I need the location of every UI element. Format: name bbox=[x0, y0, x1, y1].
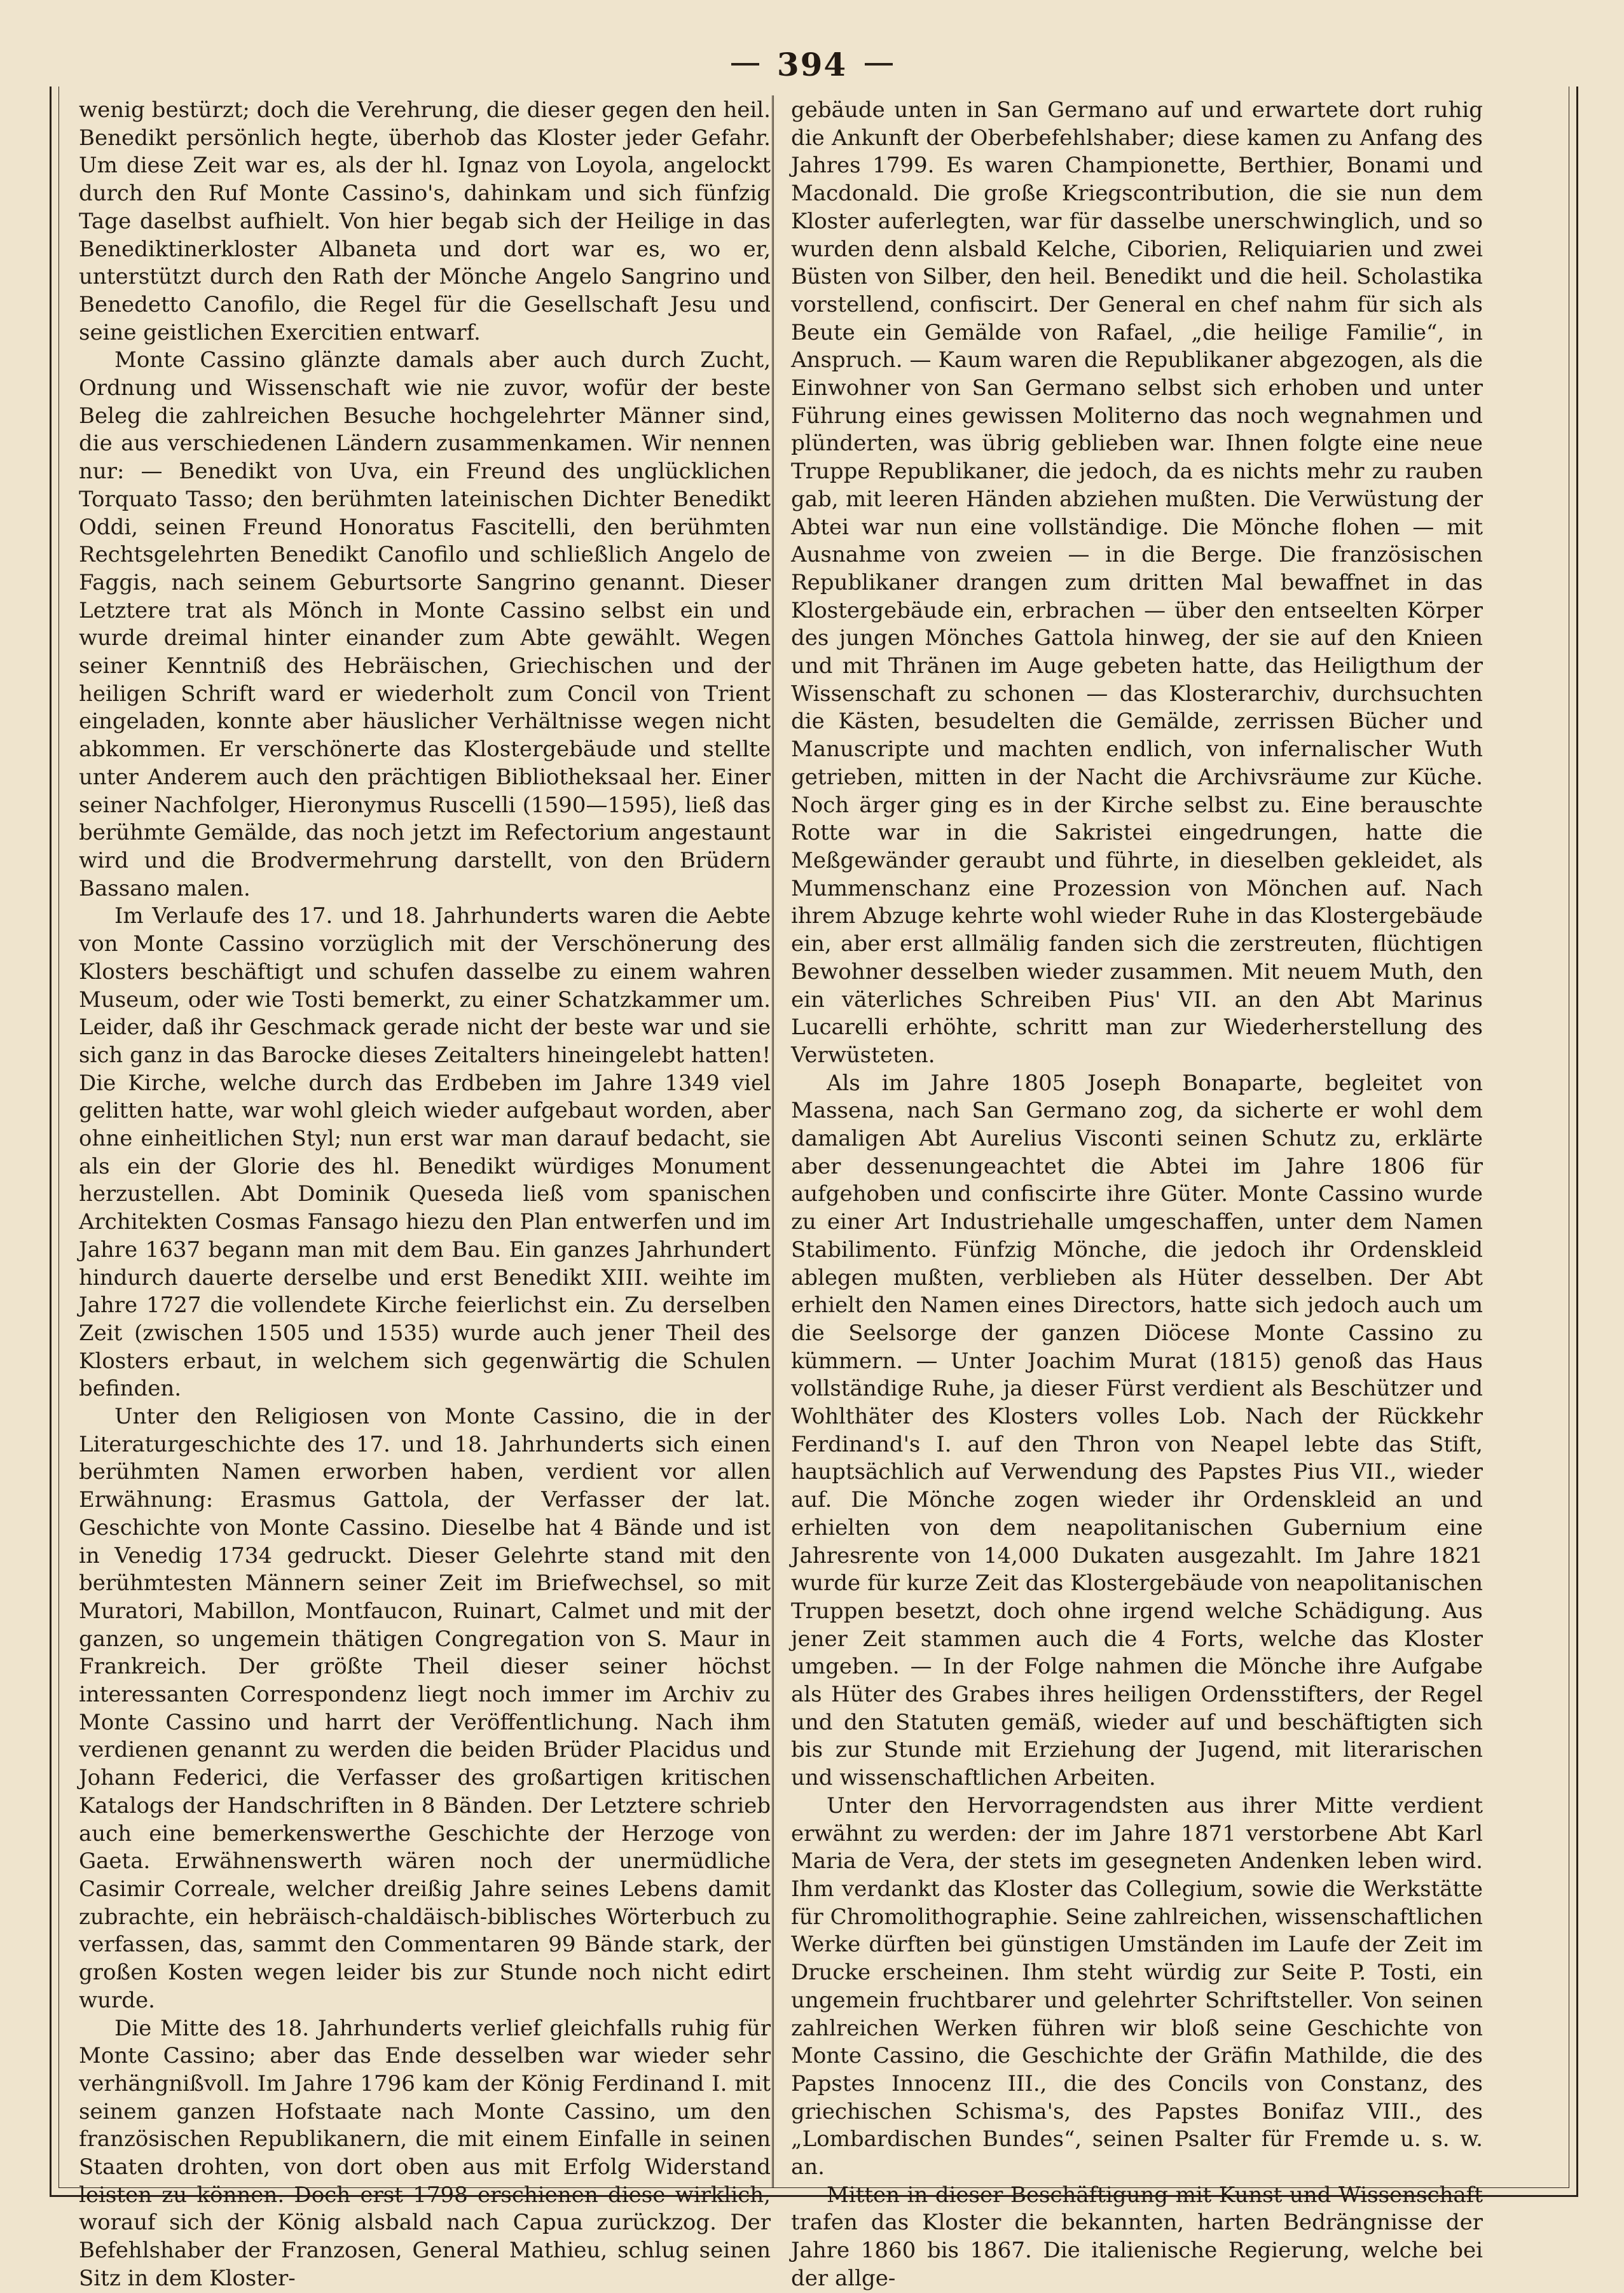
left-column bbox=[79, 97, 771, 2291]
right-paragraph-4: Mitten in dieser Beschäftigung mit Kunst und Wissenschaft trafen das Kloster die bekannten, harten Bedrängnisse der Jahre 1860 bis 1867. Die italienische Regierung, welche bei der allge- bbox=[791, 2182, 1483, 2291]
left-paragraph-2: Monte Cassino glänzte damals aber auch durch Zucht, Ordnung und Wissenschaft wie nie zuvor, wofür der beste Beleg die zahlreichen Besuche hochgelehrter Männer sind, die aus verschiedenen Ländern zusammenkamen. Wir nennen nur: — Benedikt von Uva, ein Freund des unglücklichen Torquato Tasso; den berühmten lateinischen Dichter Benedikt Oddi, seinen Freund Honoratus Fascitelli, den berühmten Rechtsgelehrten Benedikt Canofilo und schließlich Angelo de Faggis, nach seinem Geburtsorte Sangrino genannt. Dieser Letztere trat als Mönch in Monte Cassino selbst ein und wurde dreimal hinter einander zum Abte gewählt. Wegen seiner Kenntniß des Hebräischen, Griechischen und der heiligen Schrift ward er wiederholt zum Concil von Trient eingeladen, konnte aber häuslicher Verhältnisse wegen nicht abkommen. Er verschönerte das Klostergebäude und stellte unter Anderem auch den prächtigen Bibliotheksaal her. Einer seiner Nachfolger, Hieronymus Ruscelli (1590—1595), ließ das berühmte Gemälde, das noch jetzt im Refectorium angestaunt wird und die Brodvermehrung darstellt, von den Brüdern Bassano malen. bbox=[79, 347, 771, 901]
left-paragraph-3: Im Verlaufe des 17. und 18. Jahrhunderts waren die Aebte von Monte Cassino vorzüglich mit der Verschönerung des Klosters beschäftigt und schufen dasselbe zu einem wahren Museum, oder wie Tosti bemerkt, zu einer Schatzkammer um. Leider, daß ihr Geschmack gerade nicht der beste war und sie sich ganz in das Barocke dieses Zeitalters hineingelebt hatten! Die Kirche, welche durch das Erdbeben im Jahre 1349 viel gelitten hatte, war wohl gleich wieder aufgebaut worden, aber ohne einheitlichen Styl; nun erst war man darauf bedacht, sie als ein der Glorie des hl. Benedikt würdiges Monument herzustellen. Abt Dominik Queseda ließ vom spanischen Architekten Cosmas Fansago hiezu den Plan entwerfen und im Jahre 1637 begann man mit dem Bau. Ein ganzes Jahrhundert hindurch dauerte derselbe und erst Benedikt XIII. weihte im Jahre 1727 die vollendete Kirche feierlichst ein. Zu derselben Zeit (zwischen 1505 und 1535) wurde auch jener Theil des Klosters erbaut, in welchem sich gegenwärtig die Schulen befinden. bbox=[79, 903, 771, 1402]
left-paragraph-4: Unter den Religiosen von Monte Cassino, die in der Literaturgeschichte des 17. und 18. Jahrhunderts sich einen berühmten Namen erworben haben, verdient vor allen Erwähnung: Erasmus Gattola, der Verfasser der lat. Geschichte von Monte Cassino. Dieselbe hat 4 Bände und ist in Venedig 1734 gedruckt. Dieser Gelehrte stand mit den berühmtesten Männern seiner Zeit im Briefwechsel, so mit Muratori, Mabillon, Montfaucon, Ruinart, Calmet und mit der ganzen, so ungemein thätigen Congregation von S. Maur in Frankreich. Der größte Theil dieser seiner höchst interessanten Correspondenz liegt noch immer im Archiv zu Monte Cassino und harrt der Veröffentlichung. Nach ihm verdienen genannt zu werden die beiden Brüder Placidus und Johann Federici, die Verfasser des großartigen kritischen Katalogs der Handschriften in 8 Bänden. Der Letztere schrieb auch eine bemerkenswerthe Geschichte der Herzoge von Gaeta. Erwähnenswerth wären noch der unermüdliche Casimir Correale, welcher dreißig Jahre seines Lebens damit zubrachte, ein hebräisch-chaldäisch-biblisches Wörterbuch zu verfassen, das, sammt den Commentaren 99 Bände stark, der großen Kosten wegen leider bis zur Stunde noch nicht edirt wurde. bbox=[79, 1404, 771, 2013]
right-paragraph-1: gebäude unten in San Germano auf und erwartete dort ruhig die Ankunft der Oberbefehlshaber; diese kamen zu Anfang des Jahres 1799. Es waren Championette, Berthier, Bonami und Macdonald. Die große Kriegscontribution, die sie nun dem Kloster auferlegten, war für dasselbe unerschwinglich, und so wurden denn alsbald Kelche, Ciborien, Reliquiarien und zwei Büsten von Silber, den heil. Benedikt und die heil. Scholastika vorstellend, confiscirt. Der General en chef nahm für sich als Beute ein Gemälde von Rafael, „die heilige Familie“, in Anspruch. — Kaum waren die Republikaner abgezogen, als die Einwohner von San Germano selbst sich erhoben und unter Führung eines gewissen Moliterno das noch wegnahmen und plünderten, was übrig geblieben war. Ihnen folgte eine neue Truppe Republikaner, die jedoch, da es nichts mehr zu rauben gab, mit leeren Händen abziehen mußten. Die Verwüstung der Abtei war nun eine vollständige. Die Mönche flohen — mit Ausnahme von zweien — in die Berge. Die französischen Republikaner drangen zum dritten Mal bewaffnet in das Klostergebäude ein, erbrachen — über den entseelten Körper des jungen Mönches Gattola hinweg, der sie auf den Knieen und mit Thränen im Auge gebeten hatte, das Heiligthum der Wissenschaft zu schonen — das Klosterarchiv, durchsuchten die Kästen, besudelten die Gemälde, zerrissen Bücher und Manuscripte und machten endlich, von infernalischer Wuth getrieben, mitten in der Nacht die Archivsräume zur Küche. Noch ärger ging es in der Kirche selbst zu. Eine berauschte Rotte war in die Sakristei eingedrungen, hatte die Meßgewänder geraubt und führte, in dieselben gekleidet, als Mummenschanz eine Prozession von Mönchen auf. Nach ihrem Abzuge kehrte wohl wieder Ruhe in das Klostergebäude ein, aber erst allmälig fanden sich die zerstreuten, flüchtigen Bewohner desselben wieder zusammen. Mit neuem Muth, den ein väterliches Schreiben Pius' VII. an den Abt Marinus Lucarelli erhöhte, schritt man zur Wiederherstellung des Verwüsteten. bbox=[791, 97, 1483, 1068]
header-dash-left bbox=[731, 63, 759, 66]
right-paragraph-3: Unter den Hervorragendsten aus ihrer Mitte verdient erwähnt zu werden: der im Jahre 1871 verstorbene Abt Karl Maria de Vera, der stets im gesegneten Andenken leben wird. Ihm verdankt das Kloster das Collegium, sowie die Werkstätte für Chromolithographie. Seine zahlreichen, wissenschaftlichen Werke dürften bei günstigen Umständen im Laufe der Zeit im Drucke erscheinen. Ihm steht würdig zur Seite P. Tosti, ein ungemein fruchtbarer und gelehrter Schriftsteller. Von seinen zahlreichen Werken führen wir bloß seine Geschichte von Monte Cassino, die Geschichte der Gräfin Mathilde, die des Papstes Innocenz III., die des Concils von Constanz, des griechischen Schisma's, des Papstes Bonifaz VIII., des „Lombardischen Bundes“, seinen Psalter für Fremde u. s. w. an. bbox=[791, 1792, 1483, 2180]
left-paragraph-5: Die Mitte des 18. Jahrhunderts verlief gleichfalls ruhig für Monte Cassino; aber das Ende desselben war wieder sehr verhängnißvoll. Im Jahre 1796 kam der König Ferdinand I. mit seinem ganzen Hofstaate nach Monte Cassino, um den französischen Republikanern, die mit einem Einfalle in seinen Staaten drohten, von dort oben aus mit Erfolg Widerstand leisten zu können. Doch erst 1798 erschienen diese wirklich, worauf sich der König alsbald nach Capua zurückzog. Der Befehlshaber der Franzosen, General Mathieu, schlug seinen Sitz in dem Kloster- bbox=[79, 2015, 771, 2291]
right-column bbox=[791, 97, 1483, 2291]
page-number: 394 bbox=[771, 46, 853, 83]
left-paragraph-1: wenig bestürzt; doch die Verehrung, die dieser gegen den heil. Benedikt persönlich hegte, überhob das Kloster jeder Gefahr. Um diese Zeit war es, als der hl. Ignaz von Loyola, angelockt durch den Ruf Monte Cassino's, dahinkam und sich fünfzig Tage daselbst aufhielt. Von hier begab sich der Heilige in das Benediktinerkloster Albaneta und dort war es, wo er, unterstützt durch den Rath der Mönche Angelo Sangrino und Benedetto Canofilo, die Regel für die Gesellschaft Jesu und seine geistlichen Exercitien entwarf. bbox=[79, 97, 771, 345]
header-dash-right bbox=[865, 63, 893, 66]
right-paragraph-2: Als im Jahre 1805 Joseph Bonaparte, begleitet von Massena, nach San Germano zog, da sicherte er wohl dem damaligen Abt Aurelius Visconti seinen Schutz zu, erklärte aber dessenungeachtet die Abtei im Jahre 1806 für aufgehoben und confiscirte ihre Güter. Monte Cassino wurde zu einer Art Industriehalle umgeschaffen, unter dem Namen Stabilimento. Fünfzig Mönche, die jedoch ihr Ordenskleid ablegen mußten, verblieben als Hüter desselben. Der Abt erhielt den Namen eines Directors, hatte sich jedoch auch um die Seelsorge der ganzen Diöcese Monte Cassino zu kümmern. — Unter Joachim Murat (1815) genoß das Haus vollständige Ruhe, ja dieser Fürst verdient als Beschützer und Wohlthäter des Klosters volles Lob. Nach der Rückkehr Ferdinand's I. auf den Thron von Neapel lebte das Stift, hauptsächlich auf Verwendung des Papstes Pius VII., wieder auf. Die Mönche zogen wieder ihr Ordenskleid an und erhielten von dem neapolitanischen Gubernium eine Jahresrente von 14,000 Dukaten ausgezahlt. Im Jahre 1821 wurde für kurze Zeit das Klostergebäude von neapolitanischen Truppen besetzt, doch ohne irgend welche Schädigung. Aus jener Zeit stammen auch die 4 Forts, welche das Kloster umgeben. — In der Folge nahmen die Mönche ihre Aufgabe als Hüter des Grabes ihres heiligen Ordensstifters, der Regel und den Statuten gemäß, wieder auf und beschäftigten sich bis zur Stunde mit Erziehung der Jugend, mit literarischen und wissenschaftlichen Arbeiten. bbox=[791, 1070, 1483, 1791]
column-divider bbox=[772, 95, 774, 2188]
page-header bbox=[0, 42, 1624, 87]
